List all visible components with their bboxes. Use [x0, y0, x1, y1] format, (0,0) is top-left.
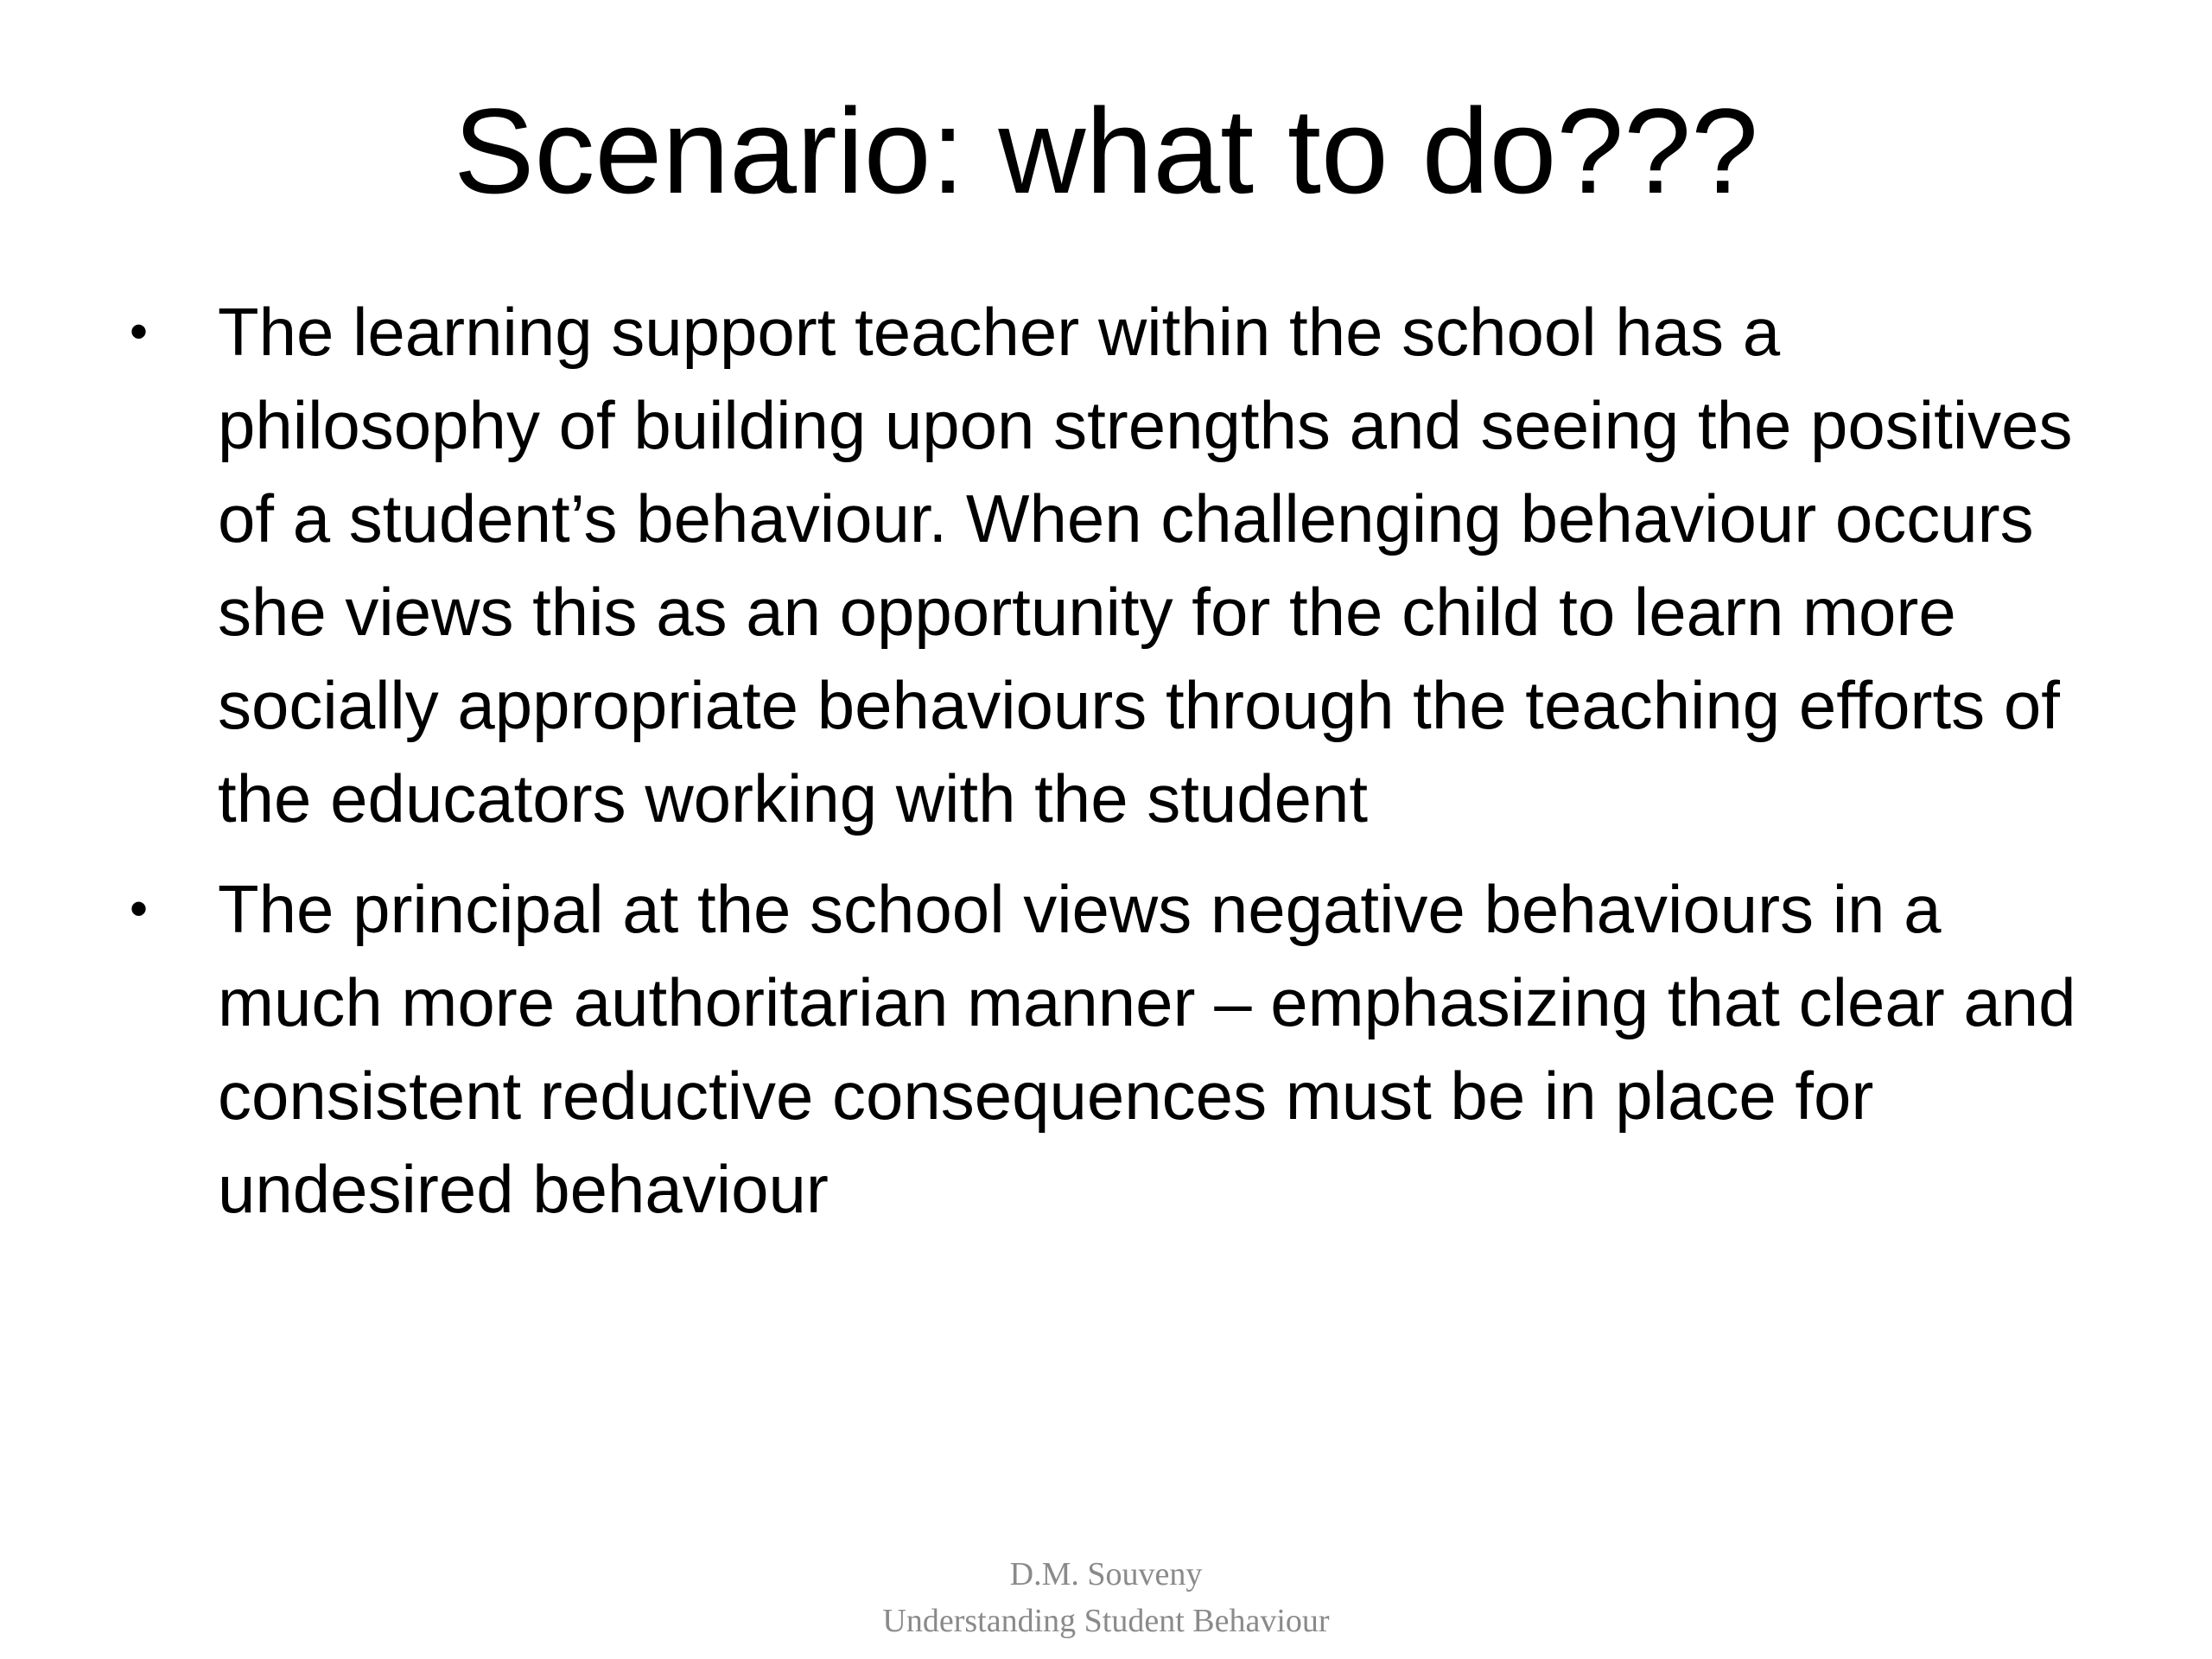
- footer-author: D.M. Souveny: [1009, 1556, 1203, 1592]
- bullet-text: The principal at the school views negative behaviours in a much more authoritarian manner – emphasizing that clear and consistent reductive consequences must be in place for undesired behaviour: [218, 871, 2076, 1227]
- slide-title: Scenario: what to do???: [454, 83, 1758, 219]
- bullet-item: [130, 285, 2117, 845]
- bullet-list: [130, 285, 2117, 1253]
- bullet-text: The learning support teacher within the school has a philosophy of building upon strengths and seeing the positives of a student’s behaviour. When challenging behaviour occurs she views this as an opportunity for the child to learn more socially appropriate behaviours through the teaching efforts of the educators working with the student: [218, 294, 2073, 836]
- bullet-marker: •: [130, 880, 149, 938]
- footer-course: Understanding Student Behaviour: [882, 1603, 1330, 1639]
- bullet-item: [130, 862, 2117, 1236]
- bullet-marker: •: [130, 302, 149, 360]
- slide-footer: [0, 1551, 2212, 1644]
